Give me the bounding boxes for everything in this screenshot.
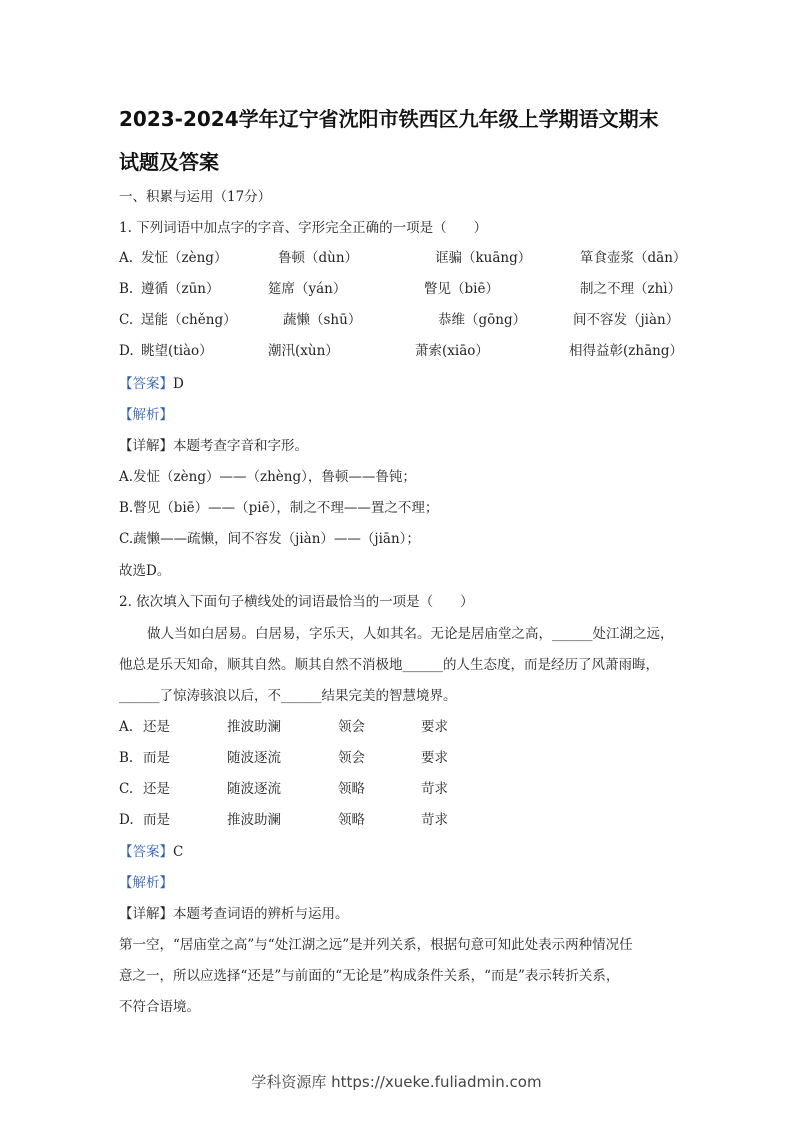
option-item: 领略 <box>338 812 365 828</box>
option-item: 发怔（zèng） <box>141 250 228 266</box>
option-item: 诓骗（kuāng） <box>435 250 532 266</box>
option-item: 逞能（chěng） <box>141 312 237 328</box>
option-item: 遵循（zūn） <box>141 281 220 297</box>
option-item: 领会 <box>338 750 365 766</box>
option-item: 苛求 <box>421 781 448 797</box>
option-item: 箪食壶浆（dān） <box>580 250 687 266</box>
option-item: 还是 <box>143 719 170 735</box>
answer-value: D <box>173 376 184 392</box>
option-item: 鲁顿（dùn） <box>278 250 359 266</box>
option-item: 推波助澜 <box>227 812 281 828</box>
option-item: 间不容发（jiàn） <box>573 312 680 328</box>
option-item: 潮汛(xùn） <box>268 343 339 359</box>
q2-stem: 2. 依次填入下面句子横线处的词语最恰当的一项是（ ） <box>119 594 474 610</box>
q2-detail: 【详解】本题考查词语的辨析与运用。 <box>119 906 349 922</box>
q1-stem: 1. 下列词语中加点字的字音、字形完全正确的一项是（ ） <box>119 220 488 236</box>
q1-analysis-line: A.发怔（zèng）——（zhèng），鲁顿——鲁钝； <box>119 469 416 485</box>
q2-passage-line: ______了惊涛骇浪以后，不______结果完美的智慧境界。 <box>119 688 457 704</box>
option-item: 筵席（yán） <box>268 281 347 297</box>
q2-analysis-tag: 【解析】 <box>119 875 173 891</box>
q1-answer <box>119 375 184 393</box>
option-item: 而是 <box>143 750 170 766</box>
q1-analysis-line: C.蔬懒——疏懒，间不容发（jiàn）——（jiān）； <box>119 531 420 547</box>
option-label: B. <box>119 281 134 297</box>
option-label: B. <box>119 750 134 766</box>
answer-value: C <box>173 844 184 860</box>
option-item: 瞥见（biē） <box>424 281 499 297</box>
option-label: C. <box>119 312 134 328</box>
option-label: D. <box>119 812 134 828</box>
option-item: 恭维（gōng） <box>438 312 527 328</box>
q1-conclusion: 故选D。 <box>119 563 171 579</box>
option-label: A. <box>119 719 134 735</box>
option-label: A. <box>119 250 134 266</box>
document-title-line1: 2023-2024学年辽宁省沈阳市铁西区九年级上学期语文期末 <box>119 107 659 131</box>
option-item: 制之不理（zhì） <box>580 281 682 297</box>
option-item: 相得益彰(zhāng） <box>569 343 683 359</box>
answer-tag: 【答案】 <box>119 376 173 392</box>
option-item: 眺望(tiào） <box>141 343 213 359</box>
option-item: 蔬懒（shū） <box>283 312 362 328</box>
q2-passage-line: 做人当如白居易。白居易，字乐天，人如其名。无论是居庙堂之高，______处江湖之远， <box>147 626 674 642</box>
footer-watermark: 学科资源库 https://xueke.fuliadmin.com <box>251 1073 542 1091</box>
document-title-line2: 试题及答案 <box>119 150 219 174</box>
option-item: 苛求 <box>421 812 448 828</box>
q2-explain-line: 第一空，“居庙堂之高”与“处江湖之远”是并列关系，根据句意可知此处表示两种情况任 <box>119 937 633 953</box>
q1-analysis-line: B.瞥见（biē）——（piē），制之不理——置之不理； <box>119 500 439 516</box>
section-heading: 一、积累与运用（17分） <box>119 189 272 205</box>
q2-answer <box>119 843 183 861</box>
option-item: 还是 <box>143 781 170 797</box>
option-item: 领会 <box>338 719 365 735</box>
option-item: 领略 <box>338 781 365 797</box>
q2-explain-line: 意之一，所以应选择“还是”与前面的“无论是”构成条件关系，“而是”表示转折关系， <box>119 968 620 984</box>
option-item: 随波逐流 <box>227 750 281 766</box>
option-item: 随波逐流 <box>227 781 281 797</box>
option-label: C. <box>119 781 134 797</box>
q2-passage-line: 他总是乐天知命，顺其自然。顺其自然不消极地______的人生态度，而是经历了风萧雨晦， <box>119 657 659 673</box>
option-label: D. <box>119 343 134 359</box>
q1-analysis-tag: 【解析】 <box>119 407 173 423</box>
option-item: 推波助澜 <box>227 719 281 735</box>
answer-tag: 【答案】 <box>119 844 173 860</box>
q1-detail: 【详解】本题考查字音和字形。 <box>119 438 308 454</box>
q2-explain-line: 不符合语境。 <box>119 999 200 1015</box>
option-item: 要求 <box>421 719 448 735</box>
option-item: 要求 <box>421 750 448 766</box>
option-item: 而是 <box>143 812 170 828</box>
option-item: 萧索(xiāo） <box>415 343 489 359</box>
